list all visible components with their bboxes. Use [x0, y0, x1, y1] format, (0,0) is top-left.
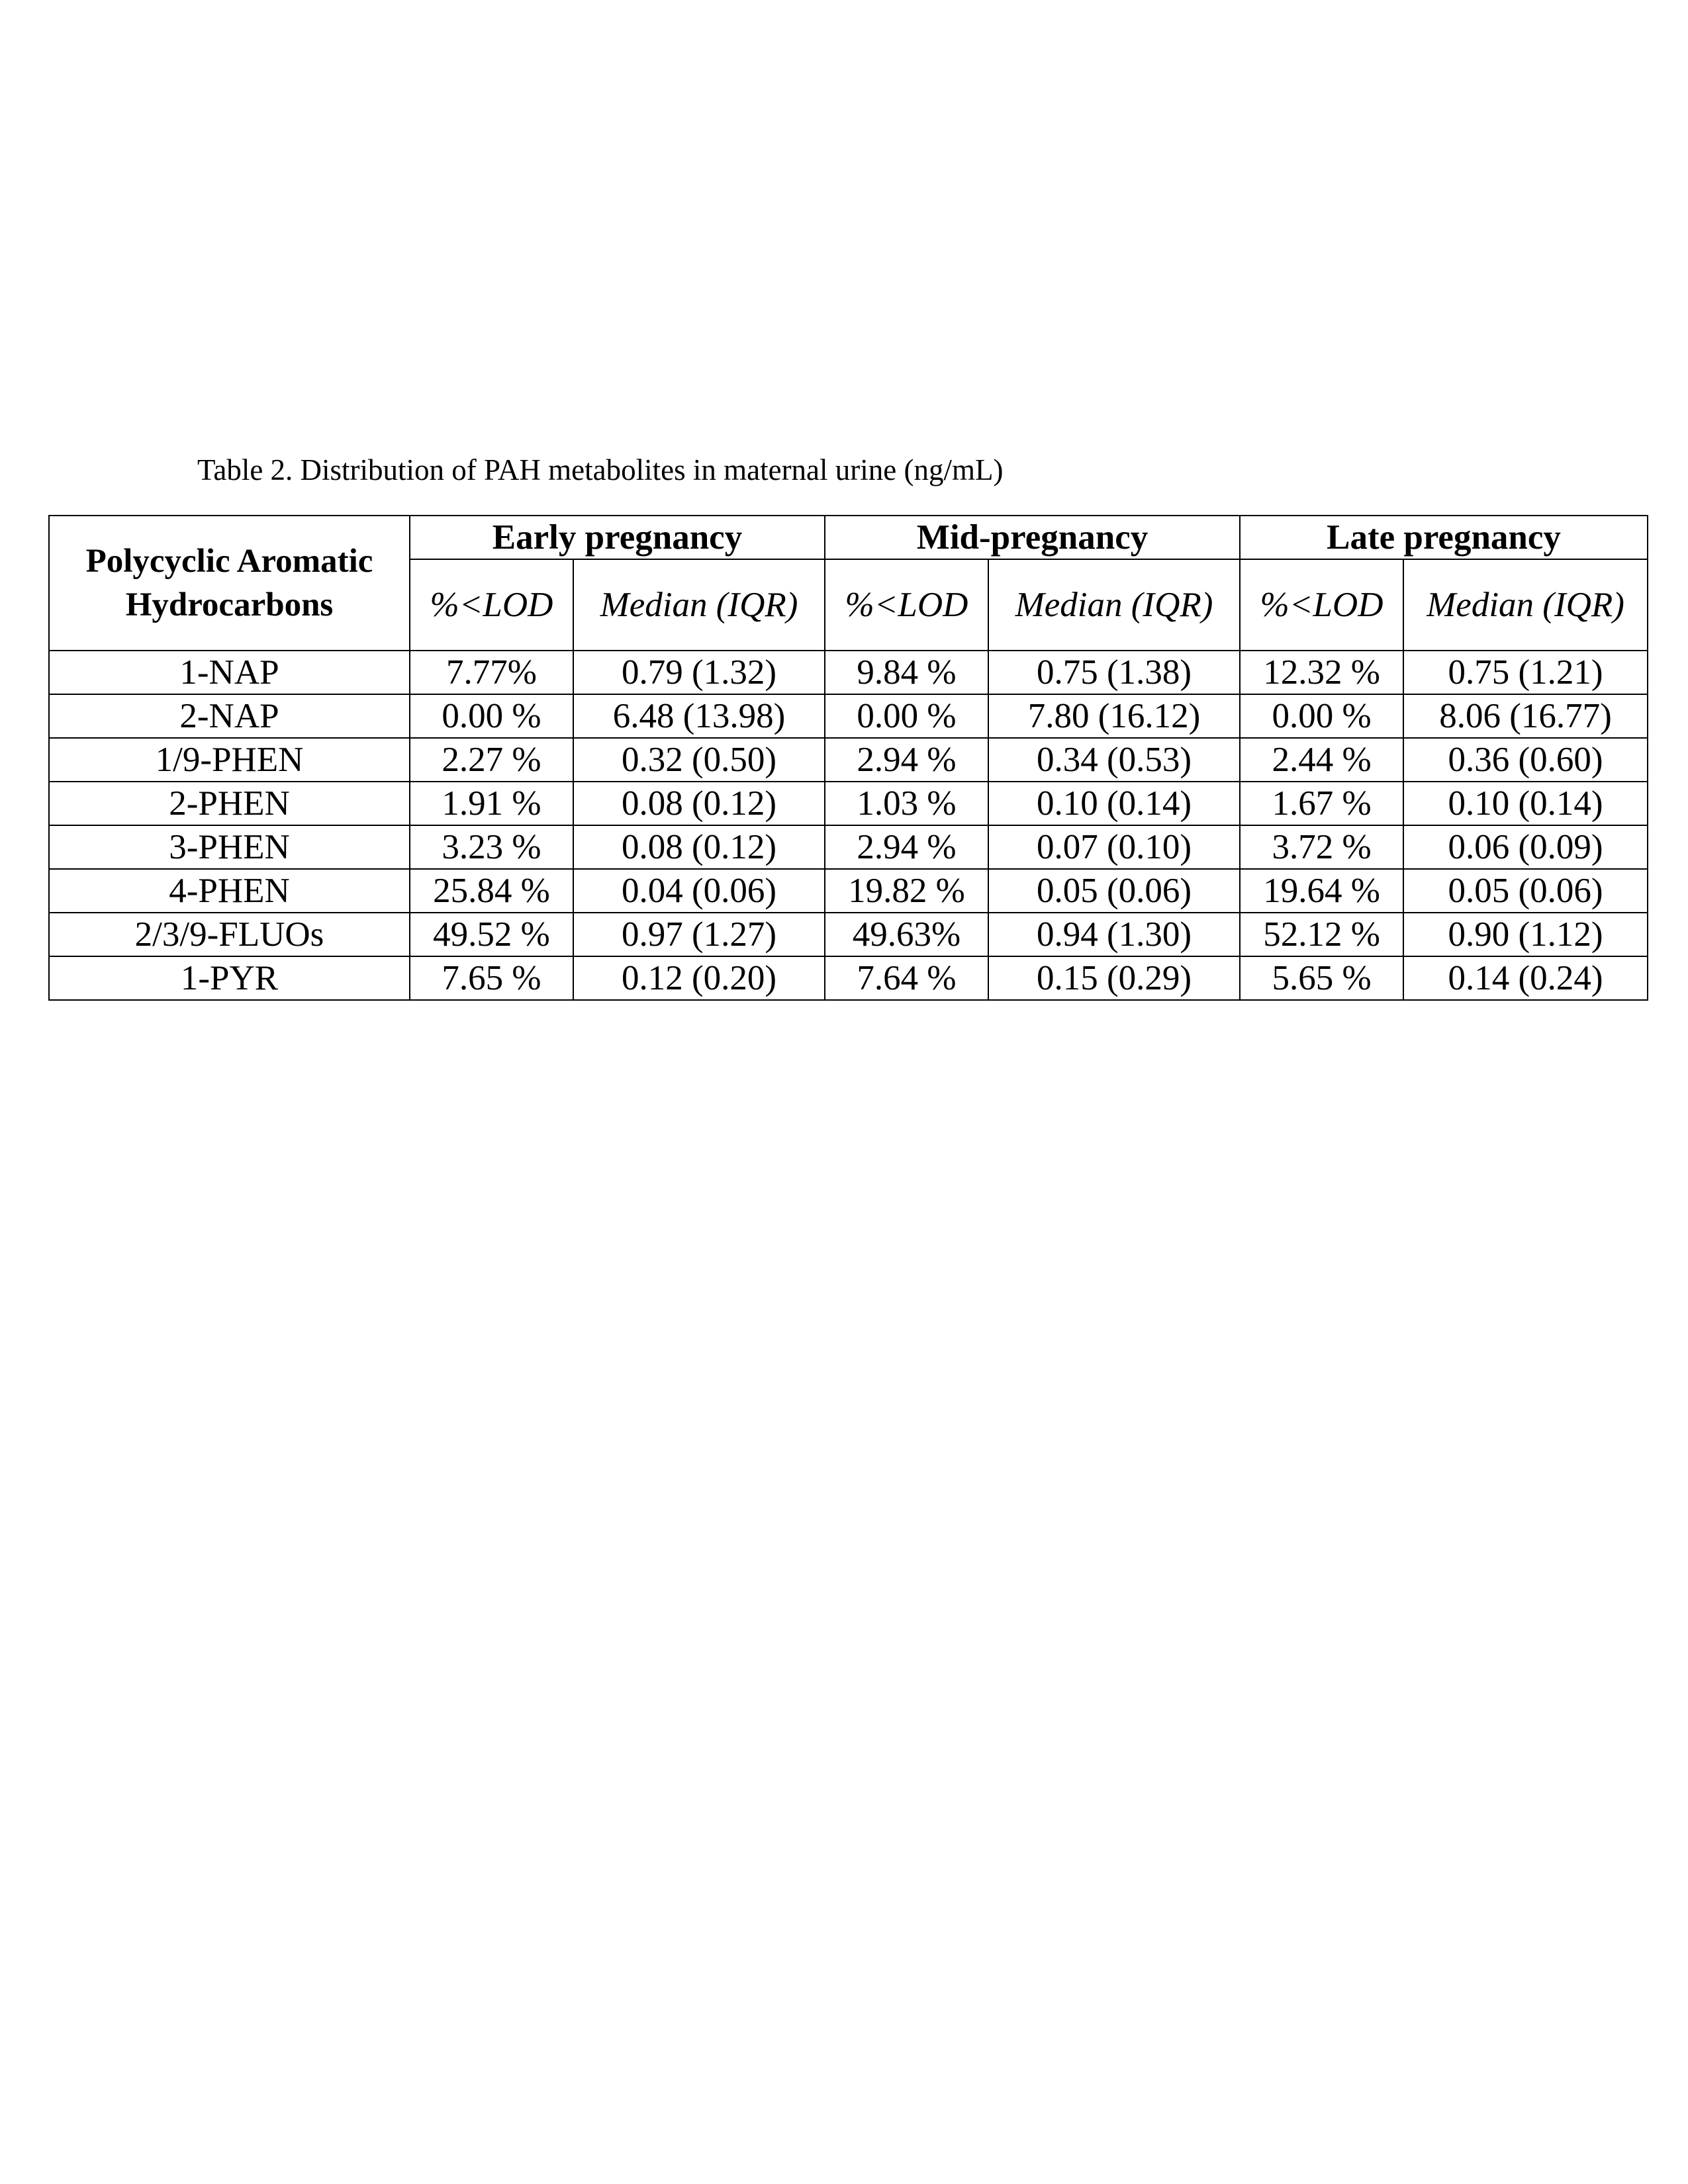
group-header-mid: Mid-pregnancy [825, 516, 1240, 559]
cell-early-lod: 25.84 % [410, 869, 573, 913]
table-row [49, 869, 1648, 913]
cell-mid-median: 0.94 (1.30) [988, 913, 1240, 956]
subheader-late-median: Median (IQR) [1403, 559, 1648, 651]
corner-header: Polycyclic Aromatic Hydrocarbons [49, 516, 410, 651]
table-row [49, 782, 1648, 825]
cell-late-median: 0.90 (1.12) [1403, 913, 1648, 956]
cell-mid-median: 7.80 (16.12) [988, 694, 1240, 738]
cell-mid-lod: 19.82 % [825, 869, 988, 913]
pah-metabolites-table [48, 515, 1648, 1001]
cell-early-lod: 2.27 % [410, 738, 573, 782]
cell-compound: 2-PHEN [49, 782, 410, 825]
cell-compound: 2/3/9-FLUOs [49, 913, 410, 956]
cell-mid-median: 0.10 (0.14) [988, 782, 1240, 825]
cell-mid-lod: 2.94 % [825, 825, 988, 869]
cell-compound: 1-PYR [49, 956, 410, 1000]
cell-compound: 3-PHEN [49, 825, 410, 869]
cell-late-lod: 52.12 % [1240, 913, 1403, 956]
cell-early-median: 6.48 (13.98) [573, 694, 825, 738]
cell-late-lod: 5.65 % [1240, 956, 1403, 1000]
cell-late-median: 0.36 (0.60) [1403, 738, 1648, 782]
subheader-early-lod: %<LOD [410, 559, 573, 651]
table-row [49, 738, 1648, 782]
cell-mid-lod: 0.00 % [825, 694, 988, 738]
cell-mid-lod: 2.94 % [825, 738, 988, 782]
cell-late-lod: 12.32 % [1240, 651, 1403, 694]
subheader-late-lod: %<LOD [1240, 559, 1403, 651]
cell-mid-median: 0.75 (1.38) [988, 651, 1240, 694]
cell-late-median: 0.14 (0.24) [1403, 956, 1648, 1000]
table-body [49, 651, 1648, 1000]
cell-mid-lod: 1.03 % [825, 782, 988, 825]
cell-late-median: 8.06 (16.77) [1403, 694, 1648, 738]
subheader-mid-median: Median (IQR) [988, 559, 1240, 651]
cell-early-median: 0.97 (1.27) [573, 913, 825, 956]
cell-late-median: 0.06 (0.09) [1403, 825, 1648, 869]
cell-mid-median: 0.34 (0.53) [988, 738, 1240, 782]
table-caption: Table 2. Distribution of PAH metabolites in maternal urine (ng/mL) [197, 453, 1004, 486]
cell-mid-lod: 7.64 % [825, 956, 988, 1000]
cell-compound: 1/9-PHEN [49, 738, 410, 782]
cell-early-lod: 3.23 % [410, 825, 573, 869]
cell-early-median: 0.04 (0.06) [573, 869, 825, 913]
cell-mid-median: 0.15 (0.29) [988, 956, 1240, 1000]
cell-late-median: 0.75 (1.21) [1403, 651, 1648, 694]
cell-mid-median: 0.07 (0.10) [988, 825, 1240, 869]
cell-early-median: 0.32 (0.50) [573, 738, 825, 782]
cell-early-lod: 1.91 % [410, 782, 573, 825]
cell-mid-lod: 49.63% [825, 913, 988, 956]
cell-compound: 1-NAP [49, 651, 410, 694]
table-row [49, 694, 1648, 738]
cell-early-median: 0.12 (0.20) [573, 956, 825, 1000]
cell-late-lod: 3.72 % [1240, 825, 1403, 869]
table-row [49, 956, 1648, 1000]
group-header-early: Early pregnancy [410, 516, 825, 559]
table-row [49, 651, 1648, 694]
cell-late-lod: 2.44 % [1240, 738, 1403, 782]
table-row [49, 825, 1648, 869]
cell-early-lod: 7.77% [410, 651, 573, 694]
cell-late-lod: 1.67 % [1240, 782, 1403, 825]
group-header-late: Late pregnancy [1240, 516, 1648, 559]
cell-late-median: 0.10 (0.14) [1403, 782, 1648, 825]
cell-late-lod: 19.64 % [1240, 869, 1403, 913]
cell-early-lod: 49.52 % [410, 913, 573, 956]
cell-early-lod: 7.65 % [410, 956, 573, 1000]
cell-compound: 2-NAP [49, 694, 410, 738]
subheader-early-median: Median (IQR) [573, 559, 825, 651]
table-row [49, 913, 1648, 956]
cell-early-lod: 0.00 % [410, 694, 573, 738]
cell-early-median: 0.79 (1.32) [573, 651, 825, 694]
subheader-mid-lod: %<LOD [825, 559, 988, 651]
cell-compound: 4-PHEN [49, 869, 410, 913]
cell-early-median: 0.08 (0.12) [573, 782, 825, 825]
cell-mid-lod: 9.84 % [825, 651, 988, 694]
cell-late-lod: 0.00 % [1240, 694, 1403, 738]
cell-early-median: 0.08 (0.12) [573, 825, 825, 869]
cell-late-median: 0.05 (0.06) [1403, 869, 1648, 913]
cell-mid-median: 0.05 (0.06) [988, 869, 1240, 913]
